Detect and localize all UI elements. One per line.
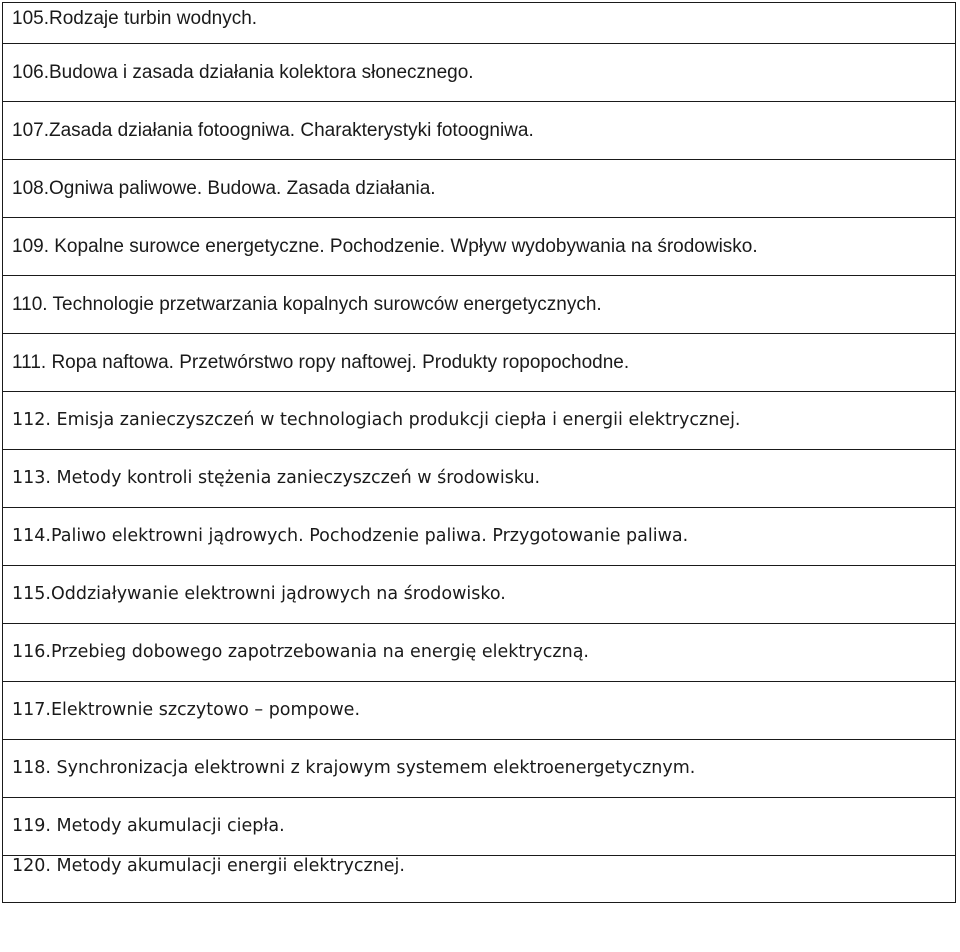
topic-text: 119. Metody akumulacji ciepła. (12, 815, 285, 836)
topic-text: 117.Elektrownie szczytowo – pompowe. (12, 699, 361, 720)
table-row (3, 856, 956, 903)
topic-cell (3, 3, 956, 44)
topic-cell (3, 102, 956, 160)
topic-text: 114.Paliwo elektrowni jądrowych. Pochodzenie paliwa. Przygotowanie paliwa. (12, 525, 689, 546)
table-row (3, 624, 956, 682)
topic-cell (3, 508, 956, 566)
topic-text: 112. Emisja zanieczyszczeń w technologiach produkcji ciepła i energii elektrycznej. (12, 409, 741, 430)
topic-cell (3, 566, 956, 624)
table-row (3, 798, 956, 856)
table-row (3, 276, 956, 334)
topic-text: 108.Ogniwa paliwowe. Budowa. Zasada działania. (12, 178, 436, 199)
table-row (3, 682, 956, 740)
topic-cell (3, 44, 956, 102)
topic-text: 109. Kopalne surowce energetyczne. Pochodzenie. Wpływ wydobywania na środowisko. (12, 236, 758, 257)
topic-text: 120. Metody akumulacji energii elektrycznej. (12, 856, 405, 876)
topic-cell (3, 798, 956, 856)
table-row (3, 740, 956, 798)
topic-text: 105.Rodzaje turbin wodnych. (12, 8, 258, 29)
topic-cell (3, 392, 956, 450)
topic-text: 106.Budowa i zasada działania kolektora słonecznego. (12, 62, 474, 83)
topic-text: 118. Synchronizacja elektrowni z krajowym systemem elektroenergetycznym. (12, 757, 696, 778)
table-row (3, 392, 956, 450)
topic-cell (3, 218, 956, 276)
table-row (3, 334, 956, 392)
table-row (3, 566, 956, 624)
topic-text: 107.Zasada działania fotoogniwa. Charakterystyki fotoogniwa. (12, 120, 534, 141)
table-row (3, 450, 956, 508)
table-row (3, 508, 956, 566)
topic-cell (3, 450, 956, 508)
topic-text: 111. Ropa naftowa. Przetwórstwo ropy naftowej. Produkty ropopochodne. (12, 352, 630, 373)
table-row (3, 44, 956, 102)
topic-cell (3, 160, 956, 218)
topic-cell (3, 276, 956, 334)
table-row (3, 218, 956, 276)
topic-text: 116.Przebieg dobowego zapotrzebowania na energię elektryczną. (12, 641, 589, 662)
topic-text: 113. Metody kontroli stężenia zanieczyszczeń w środowisku. (12, 467, 541, 488)
topic-cell (3, 334, 956, 392)
table-row (3, 3, 956, 44)
table-row (3, 102, 956, 160)
topic-cell (3, 740, 956, 798)
topic-cell (3, 682, 956, 740)
topic-text: 115.Oddziaływanie elektrowni jądrowych na środowisko. (12, 583, 506, 604)
topics-table (2, 2, 956, 903)
topic-cell (3, 856, 956, 903)
topic-text: 110. Technologie przetwarzania kopalnych surowców energetycznych. (12, 294, 602, 315)
topic-cell (3, 624, 956, 682)
table-row (3, 160, 956, 218)
